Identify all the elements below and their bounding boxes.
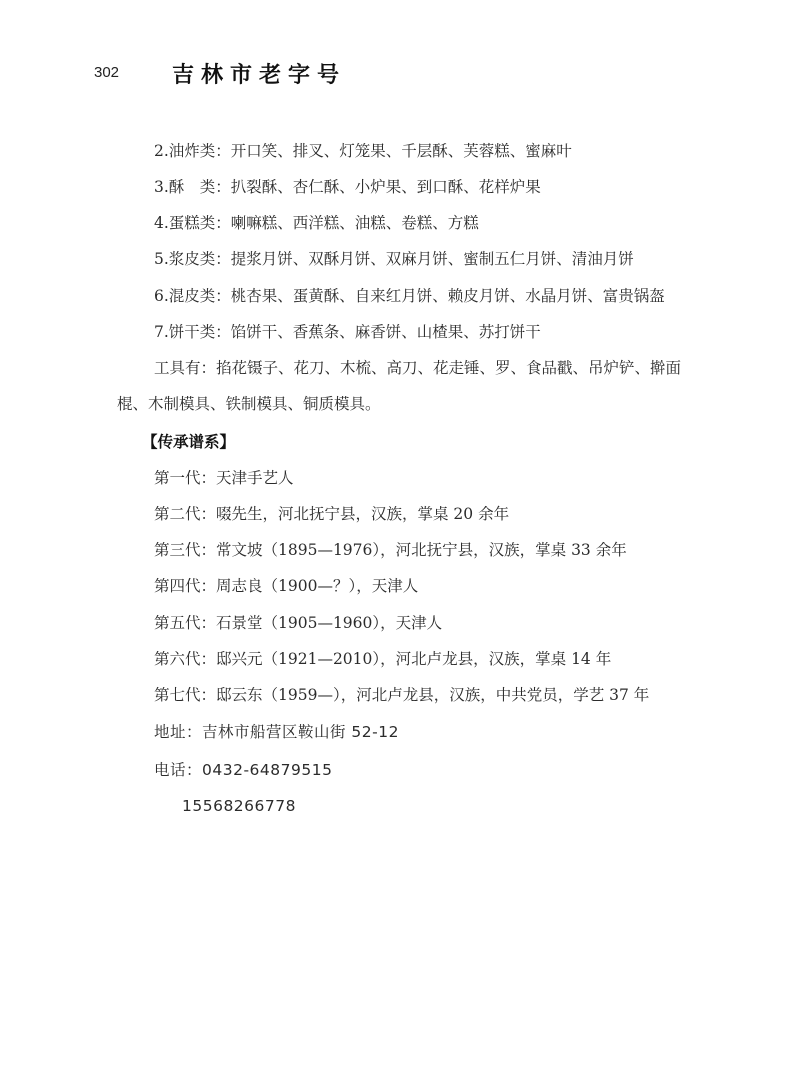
product-category-mixed-crust: 6.混皮类：桃杏果、蛋黄酥、自来红月饼、赖皮月饼、水晶月饼、富贵锅盔 bbox=[154, 287, 665, 305]
product-category-cake: 4.蛋糕类：喇嘛糕、西洋糕、油糕、卷糕、方糕 bbox=[154, 214, 479, 232]
address: 地址：吉林市船营区鞍山街 52-12 bbox=[154, 723, 399, 741]
generation-5: 第五代：石景堂（1905—1960），天津人 bbox=[154, 614, 443, 632]
lineage-heading: 【传承谱系】 bbox=[142, 432, 236, 451]
generation-3: 第三代：常文坡（1895—1976），河北抚宁县，汉族，掌桌 33 余年 bbox=[154, 541, 627, 559]
phone: 电话：0432-64879515 bbox=[154, 761, 333, 779]
tools-line-1: 工具有：掐花镊子、花刀、木梳、高刀、花走锤、罗、食品戳、吊炉铲、擀面 bbox=[154, 359, 682, 377]
generation-1: 第一代：天津手艺人 bbox=[154, 469, 294, 487]
generation-7: 第七代：邸云东（1959—），河北卢龙县，汉族，中共党员，学艺 37 年 bbox=[154, 686, 650, 704]
generation-4: 第四代：周志良（1900—？），天津人 bbox=[154, 577, 419, 595]
generation-6: 第六代：邸兴元（1921—2010），河北卢龙县，汉族，掌桌 14 年 bbox=[154, 650, 612, 668]
book-title: 吉林市老字号 bbox=[172, 62, 347, 88]
product-category-fried: 2.油炸类：开口笑、排叉、灯笼果、千层酥、芙蓉糕、蜜麻叶 bbox=[154, 142, 572, 160]
product-category-syrup-crust: 5.浆皮类：提浆月饼、双酥月饼、双麻月饼、蜜制五仁月饼、清油月饼 bbox=[154, 250, 634, 268]
generation-2: 第二代：啜先生，河北抚宁县，汉族，掌桌 20 余年 bbox=[154, 505, 510, 523]
mobile-phone: 15568266778 bbox=[182, 797, 296, 815]
page-header bbox=[94, 58, 694, 94]
product-category-biscuit: 7.饼干类：馅饼干、香蕉条、麻香饼、山楂果、苏打饼干 bbox=[154, 323, 541, 341]
tools-line-2: 棍、木制模具、铁制模具、铜质模具。 bbox=[117, 395, 381, 413]
product-category-crisp: 3.酥 类：扒裂酥、杏仁酥、小炉果、到口酥、花样炉果 bbox=[154, 178, 541, 196]
page-number: 302 bbox=[94, 64, 120, 81]
